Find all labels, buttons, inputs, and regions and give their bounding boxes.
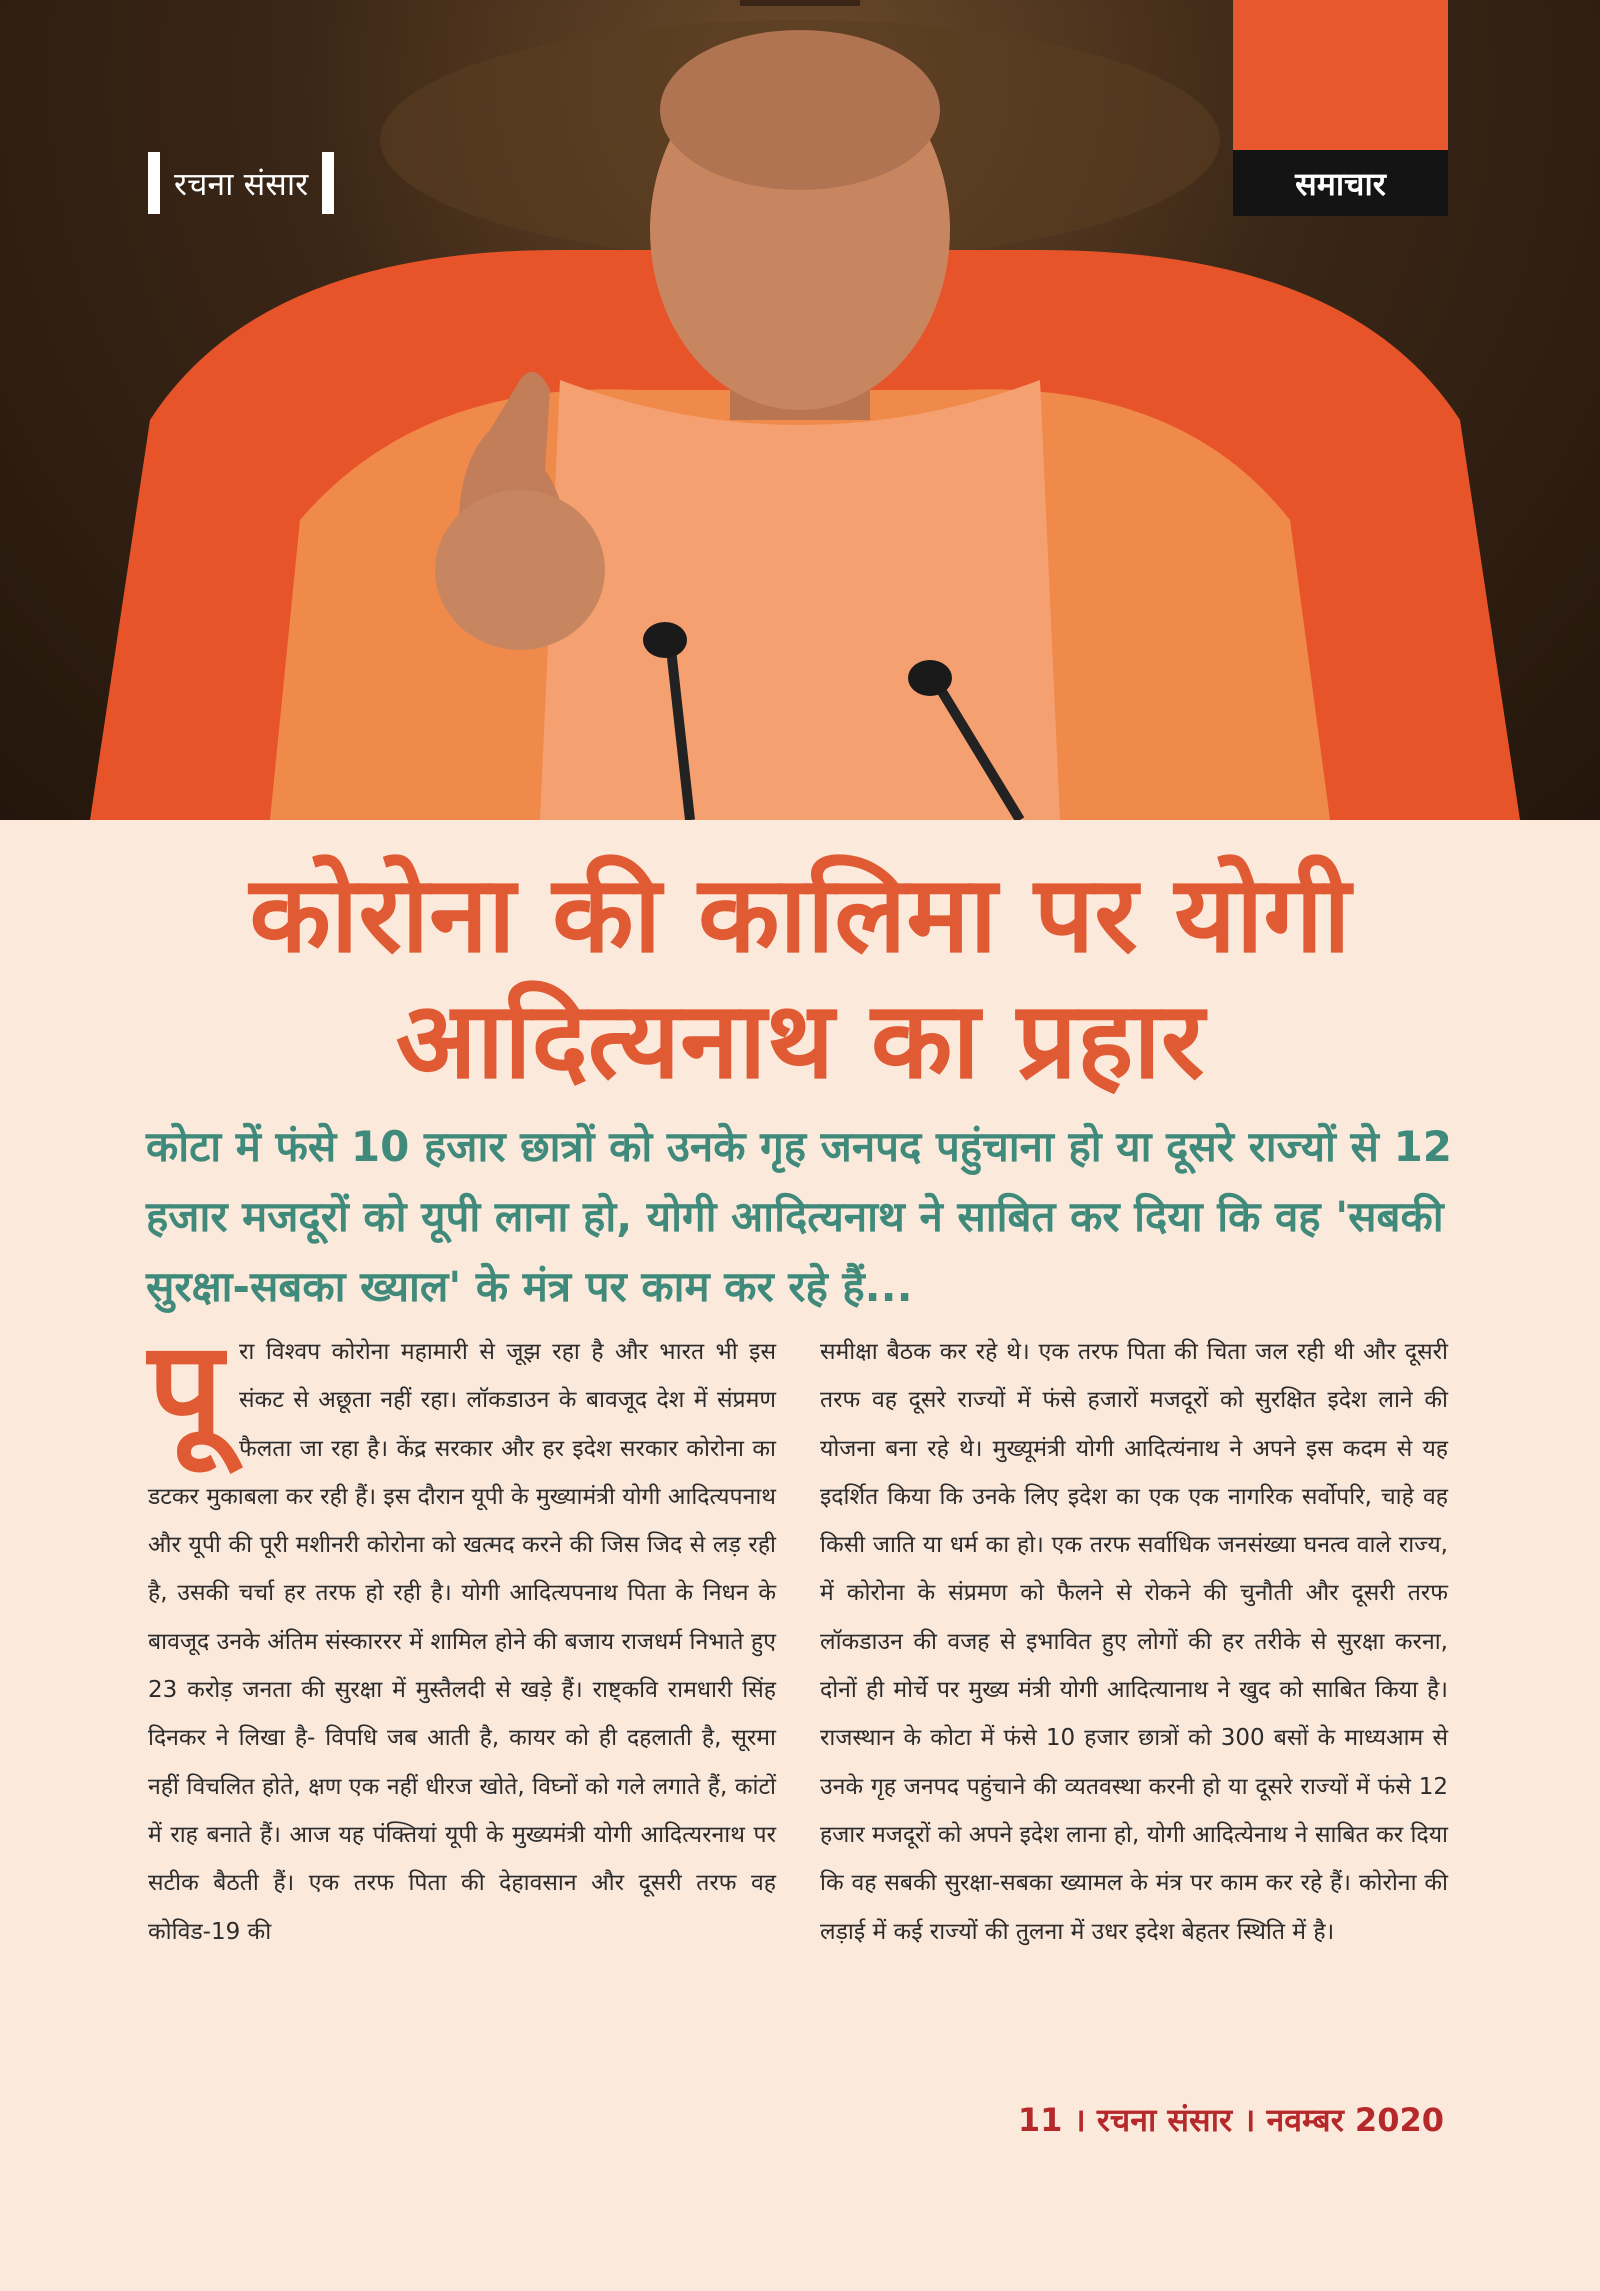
headline-line-2: आदित्यनाथ का प्रहार: [395, 979, 1205, 1102]
section-name: रचना संसार: [174, 164, 309, 203]
section-label: [148, 152, 334, 214]
body-column-2: समीक्षा बैठक कर रहे थे। एक तरफ पिता की चिता जल रही थी और दूसरी तरफ वह दूसरे राज्यों में फंसे हजारों मजदूरों को सुरक्षित इदेश लाने की योजना बना रहे थे। मुख्यूमंत्री योगी आदित्यंनाथ ने अपने इस कदम से यह इदर्शित किया कि उनके लिए इदेश का एक एक नागरिक सर्वोपरि, चाहे वह किसी जाति या धर्म का हो। एक तरफ सर्वाधिक जनसंख्या घनत्व वाले राज्य, में कोरोना के संप्रमण को फैलने से रोकने की चुनौती और दूसरी तरफ लॉकडाउन की वजह से इभावित हुए लोगों की हर तरीके से सुरक्षा करना, दोनों ही मोर्चे पर मुख्य मंत्री योगी आदित्यानाथ ने खुद को साबित किया है। राजस्थान के कोटा में फंसे 10 हजार छात्रों को 300 बसों के माध्यआम से उनके गृह जनपद पहुंचाने की व्यतवस्था करनी हो या दूसरे राज्यों में फंसे 12 हजार मजदूरों को अपने इदेश लाना हो, योगी आदित्येनाथ ने साबित कर दिया कि वह सबकी सुरक्षा-सबका ख्यामल के मंत्र पर काम कर रहे हैं। कोरोना की लड़ाई में कई राज्यों की तुलना में उधर इदेश बेहतर स्थिति में है।: [820, 1339, 1448, 1945]
headline-line-1: कोरोना की कालिमा पर योगी: [249, 853, 1351, 976]
page-footer: 11 । रचना संसार । नवम्बर 2020: [1017, 2101, 1444, 2139]
drop-cap: पू: [148, 1313, 223, 1467]
category-tag: समाचार: [1233, 150, 1448, 216]
body-column-1-text: रा विश्वप कोरोना महामारी से जूझ रहा है और भारत भी इस संकट से अछूता नहीं रहा। लॉकडाउन के बावजूद देश में संप्रमण फैलता जा रहा है। केंद्र सरकार और हर इदेश सरकार कोरोना का डटकर मुकाबला कर रही हैं। इस दौरान यूपी के मुख्यामंत्री योगी आदित्यपनाथ और यूपी की पूरी मशीनरी कोरोना को खत्मद करने की जिस जिद से लड़ रही है, उसकी चर्चा हर तरफ हो रही है। योगी आदित्यपनाथ पिता के निधन के बावजूद उनके अंतिम संस्काररर में शामिल होने की बजाय राजधर्म निभाते हुए 23 करोड़ जनता की सुरक्षा में मुस्तैलदी से खड़े हैं। राष्ट्कवि रामधारी सिंह दिनकर ने लिखा है- विपधि जब आती है, कायर को ही दहलाती है, सूरमा नहीं विचलित होते, क्षण एक नहीं धीरज खोते, विघ्नों को गले लगाते हैं, कांटों में राह बनाते हैं। आज यह पंक्तियां यूपी के मुख्यमंत्री योगी आदित्यरनाथ पर सटीक बैठती हैं। एक तरफ पिता की देहावसान और दूसरी तरफ वह कोविड-19 की: [148, 1339, 776, 1945]
headline: [80, 852, 1520, 1104]
accent-block: [1233, 0, 1448, 150]
section-bar-left: [148, 152, 160, 214]
body-column-1: [148, 1313, 776, 1956]
section-bar-right: [322, 152, 334, 214]
subheadline: कोटा में फंसे 10 हजार छात्रों को उनके गृह जनपद पहुंचाना हो या दूसरे राज्यों से 12 हजार मजदूरों को यूपी लाना हो, योगी आदित्यनाथ ने साबित कर दिया कि वह 'सबकी सुरक्षा-सबका ख्याल' के मंत्र पर काम कर रहे हैं...: [146, 1122, 1453, 1311]
